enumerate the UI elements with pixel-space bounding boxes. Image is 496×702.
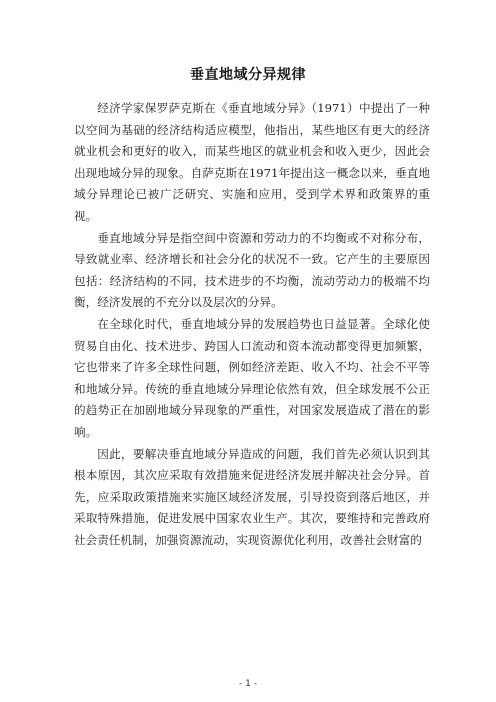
page-number: - 1 - xyxy=(239,679,257,689)
paragraph-1: 经济学家保罗萨克斯在《垂直地域分异》（1971）中提出了一种以空间为基础的经济结构适应模型，他指出，某些地区有更大的经济就业机会和更好的收入，而某些地区的就业机会和收入更少，因此会出现地域分异的现象。自萨克斯在1971年提出这一概念以来，垂直地域分异理论已被广泛研究、实施和应用，受到学术界和政策界的重视。 xyxy=(74,101,430,223)
document-title: 垂直地域分异规律 xyxy=(190,67,306,83)
paragraph-3: 在全球化时代，垂直地域分异的发展趋势也日益显著。全球化使贸易自由化、技术进步、跨国人口流动和资本流动都变得更加频繁，它也带来了许多全球性问题，例如经济差距、收入不均、社会不平等和地域分异。传统的垂直地域分异理论依然有效，但全球发展不公正的趋势正在加剧地域分异现象的严重性，对国家发展造成了潜在的影响。 xyxy=(74,316,430,439)
document-body xyxy=(74,98,430,551)
paragraph-2: 垂直地域分异是指空间中资源和劳动力的不均衡或不对称分布，导致就业率、经济增长和社会分化的状况不一致。它产生的主要原因包括：经济结构的不同，技术进步的不均衡，流动劳动力的极端不均衡，经济发展的不充分以及层次的分异。 xyxy=(74,230,430,310)
paragraph-4: 因此，要解决垂直地域分异造成的问题，我们首先必须认识到其根本原因，其次应采取有效措施来促进经济发展并解决社会分异。首先，应采取政策措施来实施区域经济发展，引导投资到落后地区，并采取特殊措施，促进发展中国家农业生产。其次，要维持和完善政府社会责任机制，加强资源流动，实现资源优化利用，改善社会财富的 xyxy=(74,446,430,547)
